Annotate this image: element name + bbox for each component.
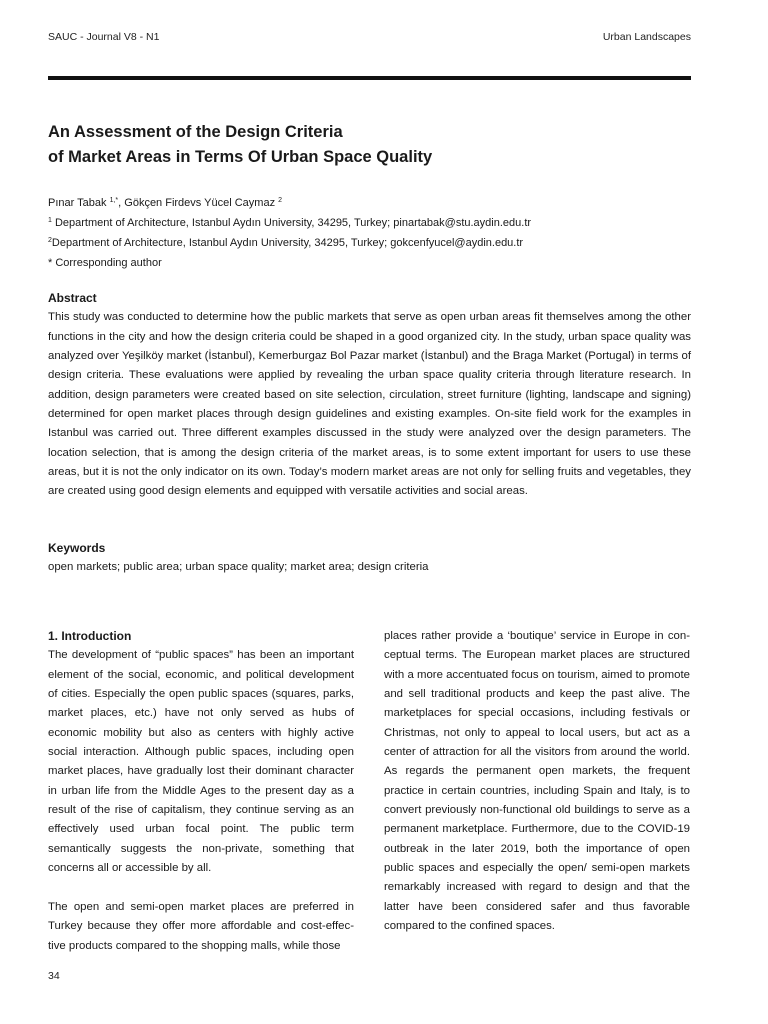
- intro-paragraph-1: The development of “public spaces” has been an important element of the social, economic, and political development of cities. Especially the open public spaces (squares, parks, market places, etc.) have not only served as hubs of economic mobility but also as centers with highly active social interaction. Although public spaces, including open market places, have gradually lost their dominant character in urban life from the Middle Ages to the present day as a result of the rise of capitalism, they continue serving as an effectively used urban focal point. The public term semantically suggests the non-private, something that concerns all or accessible by all.: [48, 649, 354, 875]
- keywords-heading: Keywords: [48, 541, 106, 555]
- affiliation-2: [48, 233, 531, 253]
- author-block: [48, 193, 531, 273]
- header-rule: [48, 76, 691, 80]
- title-line-2: of Market Areas in Terms Of Urban Space Quality: [48, 148, 433, 166]
- author-name-1: Pınar Tabak: [48, 197, 107, 209]
- author-1-superscript: 1,*: [109, 197, 119, 204]
- keywords-section: [48, 539, 691, 578]
- affiliation-2-superscript: 2: [48, 237, 52, 244]
- paper-page: [48, 0, 691, 1024]
- introduction-heading: 1. Introduction: [48, 629, 132, 643]
- intro-paragraph-2-start: The open and semi-open market places are preferred in Turkey because they offer more affordable and cost-effective products compared to the shopping malls, while those: [48, 900, 354, 952]
- affiliation-1-text: Department of Architecture, Istanbul Aydın University, 34295, Turkey; pinartabak@stu.aydin.edu.tr: [54, 217, 532, 229]
- paper-title: [48, 120, 691, 170]
- author-2-superscript: 2: [278, 197, 283, 204]
- page-number: 34: [48, 970, 60, 982]
- keywords-body: open markets; public area; urban space quality; market area; design criteria: [48, 561, 429, 574]
- affiliation-1: [48, 213, 531, 233]
- author-separator: ,: [118, 197, 125, 209]
- abstract-body: This study was conducted to determine how the public markets that serve as open urban areas fit themselves among the other functions in the city and how the design criteria could be shaped in a good organized city. In the study, urban space quality was analyzed over Yeşilköy market (İstanbul), Kemerburgaz Bol Pazar market (İstanbul) and the Braga Market (Portugal) in terms of design criteria. These evaluations were applied by revealing the urban space quality criteria through literature research. In addition, design parameters were created based on site selection, circulation, street furniture (lighting, landscape and signing) determined for open market places through design guidelines and existing examples. On-site field work for the examples in Istanbul was carried out. Three different examples discussed in the study were analyzed over the design parameters. The location selection, that is among the design criteria of the market areas, is to some extent important for users to use these areas, but it is not the only indicator on its own. Today’s modern market areas are not only for selling fruits and vegetables, they are created using good design elements and equipped with versatile activities and social areas.: [48, 311, 691, 498]
- corresponding-author-note: * Corresponding author: [48, 257, 162, 269]
- intro-column-right: [384, 627, 690, 937]
- intro-paragraph-2-continued: places rather provide a ‘boutique’ service in Europe in conceptual terms. The European market places are structured with a more accentuated focus on tourism, aimed to promote and sell traditional products and keep the past alive. The marketplaces for special occasions, including festivals or Christmas, not only to appeal to local users, but act as a center of attraction for all the visitors from around the world. As regards the permanent open markets, the frequent practice in certain countries, including Spain and Italy, is to convert previously non-functional old buildings to serve as a permanent marketplace. Furthermore, due to the COVID-19 outbreak in the later 2019, both the importance of open public spaces and especially the open/ semi-open markets remarkably increased with regard to design and that the latter have been considered safer and thus favorable compared to the confined spaces.: [384, 630, 690, 933]
- abstract-section: [48, 289, 691, 502]
- affiliation-2-text: Department of Architecture, Istanbul Aydın University, 34295, Turkey; gokcenfyucel@aydin.edu.tr: [51, 237, 524, 249]
- intro-column-left: [48, 627, 354, 956]
- journal-name: SAUC - Journal V8 - N1: [48, 31, 160, 43]
- author-names: [48, 193, 531, 213]
- author-name-2: Gökçen Firdevs Yücel Caymaz: [124, 197, 276, 209]
- section-name: Urban Landscapes: [602, 31, 691, 43]
- affiliation-1-superscript: 1: [48, 217, 52, 224]
- abstract-heading: Abstract: [48, 291, 97, 305]
- title-line-1: An Assessment of the Design Criteria: [48, 123, 343, 141]
